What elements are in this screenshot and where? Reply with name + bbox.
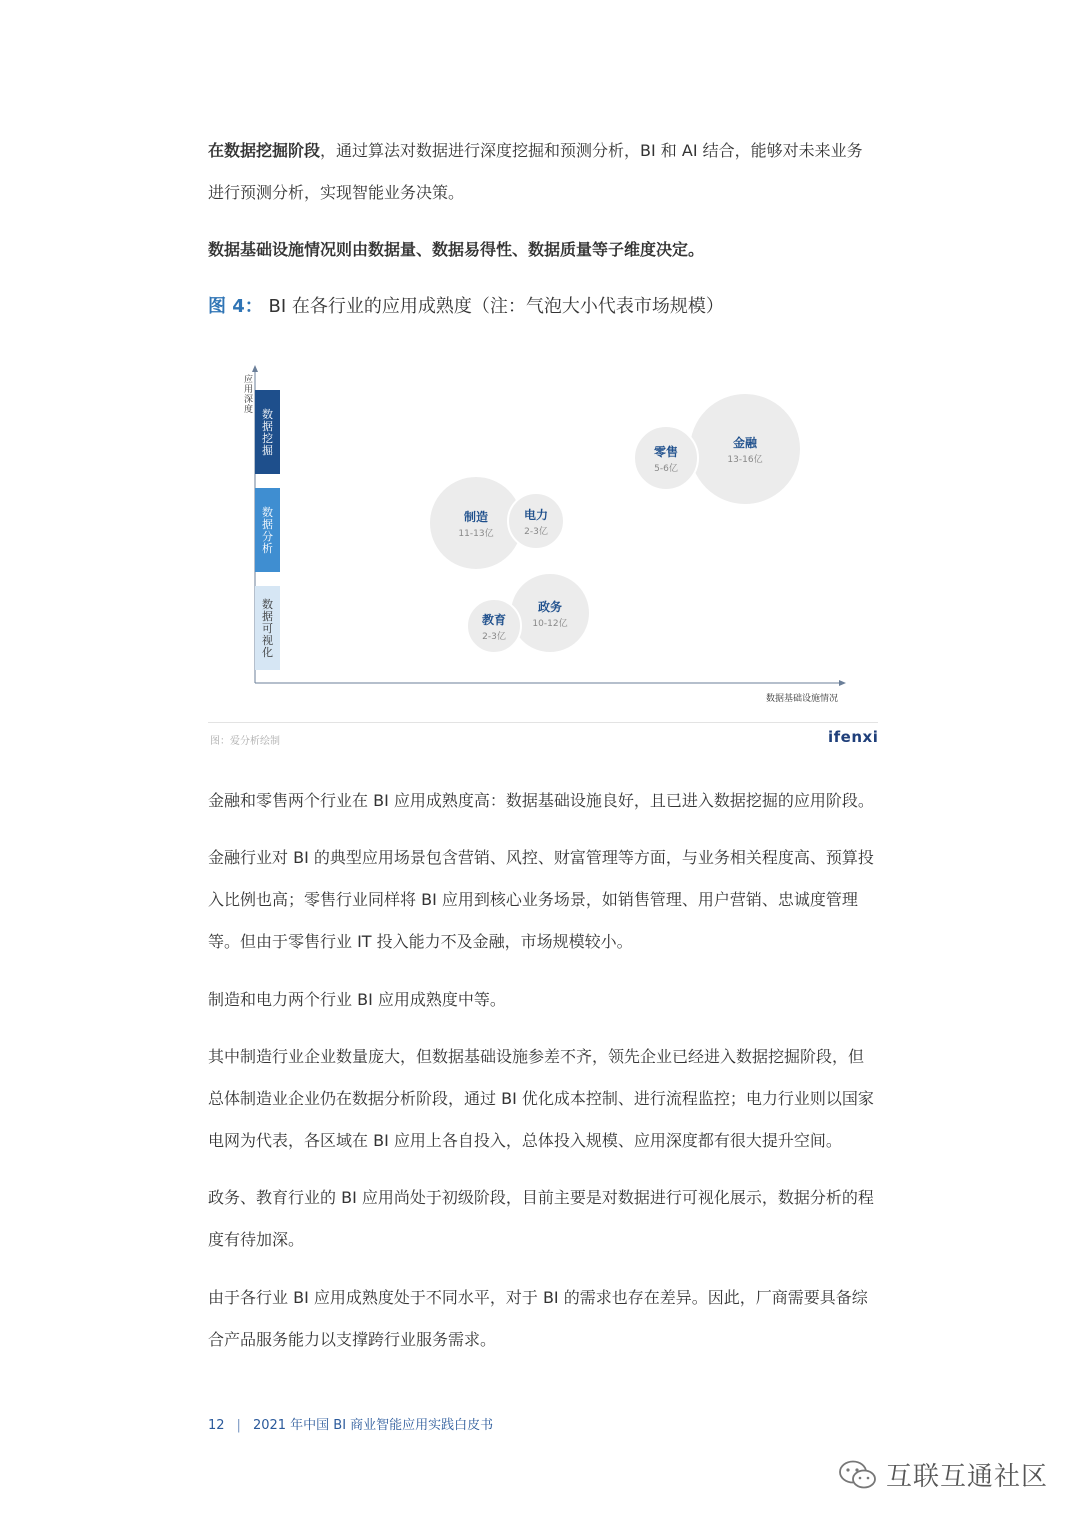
body-paragraph: 其中制造行业企业数量庞大，但数据基础设施参差不齐，领先企业已经进入数据挖掘阶段，但总体制造业企业仍在数据分析阶段，通过 BI 优化成本控制、进行流程监控；电力行业则以国家电网为代表，各区域在 BI 应用上各自投入，总体投入规模、应用深度都有很大提升空间。 [208,1047,874,1150]
page-number: 12 [208,1418,225,1433]
body-paragraph: 政务、教育行业的 BI 应用尚处于初级阶段，目前主要是对数据进行可视化展示，数据分析的程度有待加深。 [208,1188,874,1249]
bubble-size-label: 11-13亿 [458,529,494,539]
figure-number: 图 4： [208,296,263,317]
footer-title: 2021 年中国 BI 商业智能应用实践白皮书 [252,1418,494,1433]
watermark-text: 互联互通社区 [886,1462,1049,1492]
body-paragraph: 金融行业对 BI 的典型应用场景包含营销、风控、财富管理等方面，与业务相关程度高、预算投入比例也高；零售行业同样将 BI 应用到核心业务场景，如销售管理、用户营销、忠诚度管理等。但由于零售行业 IT 投入能力不及金融，市场规模较小。 [208,848,874,951]
paragraph-mining-stage-cont [208,172,878,214]
bubble-name: 教育 [481,613,507,627]
figure-source: 图：爱分析绘制 [210,736,280,747]
footer-separator: | [236,1418,241,1433]
y-axis-label: 应用深度 [244,375,254,415]
wechat-watermark [838,1456,1048,1493]
figure-title-text: BI 在各行业的应用成熟度（注：气泡大小代表市场规模） [268,296,724,317]
bubble-name: 电力 [523,508,549,522]
body-paragraph: 制造和电力两个行业 BI 应用成熟度中等。 [208,990,506,1009]
bubble-size-label: 2-3亿 [524,527,548,537]
bubble-name: 金融 [732,436,758,450]
bubble-size-label: 13-16亿 [727,455,763,465]
bubble-name: 零售 [653,445,679,459]
paragraph-text: 进行预测分析，实现智能业务决策。 [208,183,465,202]
level-label: 数据分析 [262,506,273,555]
body-paragraph: 由于各行业 BI 应用成熟度处于不同水平，对于 BI 的需求也存在差异。因此，厂商需要具备综合产品服务能力以支撑跨行业服务需求。 [208,1288,868,1349]
bubble-size-label: 2-3亿 [482,632,506,642]
level-label: 数据挖掘 [262,408,273,457]
x-axis-label: 数据基础设施情况 [765,694,838,704]
paragraph-text: ，通过算法对数据进行深度挖掘和预测分析，BI 和 AI 结合，能够对未来业务 [320,141,863,160]
ifenxi-logo: ifenxi [828,728,879,746]
paragraph-infrastructure: 数据基础设施情况则由数据量、数据易得性、数据质量等子维度决定。 [208,240,705,259]
body-paragraph: 金融和零售两个行业在 BI 应用成熟度高：数据基础设施良好，且已进入数据挖掘的应用阶段。 [208,791,874,810]
page-footer [208,1414,493,1433]
paragraph-mining-stage [208,130,878,172]
paragraph-lead: 在数据挖掘阶段 [208,141,321,160]
bubble-chart [208,360,878,720]
figure-title [208,292,724,322]
bubble-name: 政务 [537,600,563,614]
figure-divider [208,722,878,723]
y-axis-arrow [252,365,258,372]
x-axis-arrow [839,680,846,686]
bubble-chart-svg [208,360,878,720]
bubble-name: 制造 [463,510,489,524]
level-label: 数据可视化 [262,598,273,659]
wechat-icon [838,1459,878,1491]
bubble-size-label: 10-12亿 [532,619,568,629]
bubble-size-label: 5-6亿 [654,464,678,474]
